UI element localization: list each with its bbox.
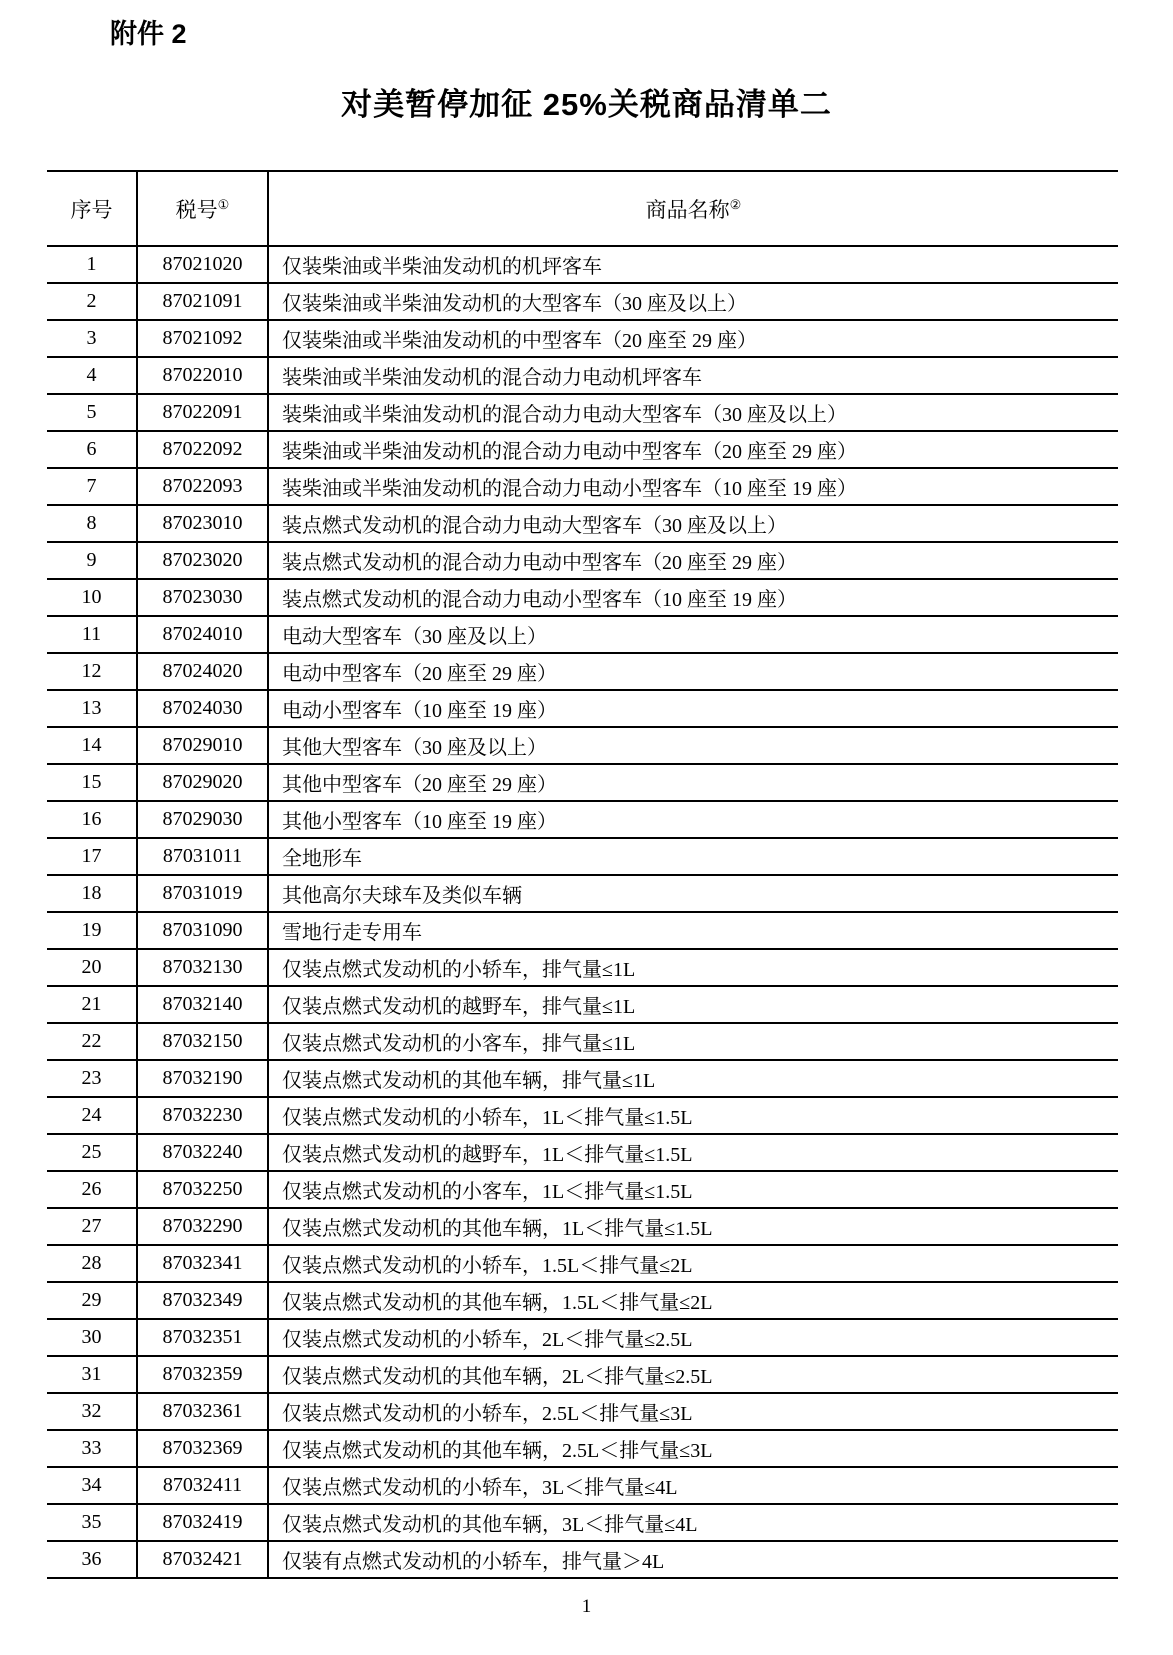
table-row (47, 357, 1118, 394)
tax-code-cell: 87029020 (137, 764, 268, 801)
col-header-tax-code-label: 税号 (175, 197, 218, 222)
product-name-cell: 仅装点燃式发动机的其他车辆，3L＜排气量≤4L (268, 1504, 1118, 1541)
product-name-cell: 装柴油或半柴油发动机的混合动力电动中型客车（20 座至 29 座） (268, 431, 1118, 468)
row-index-cell: 32 (47, 1393, 137, 1430)
table-row (47, 1060, 1118, 1097)
col-header-product-name-label: 商品名称 (645, 197, 730, 222)
table-row (47, 320, 1118, 357)
tax-code-cell: 87021092 (137, 320, 268, 357)
row-index-cell: 28 (47, 1245, 137, 1282)
row-index-cell: 21 (47, 986, 137, 1023)
tariff-table (47, 170, 1118, 1579)
table-row (47, 394, 1118, 431)
product-name-cell: 仅装点燃式发动机的其他车辆，2L＜排气量≤2.5L (268, 1356, 1118, 1393)
product-name-cell: 仅装柴油或半柴油发动机的中型客车（20 座至 29 座） (268, 320, 1118, 357)
col-header-product-name (268, 171, 1118, 246)
row-index-cell: 6 (47, 431, 137, 468)
product-name-cell: 仅装有点燃式发动机的小轿车，排气量＞4L (268, 1541, 1118, 1578)
tax-code-cell: 87023020 (137, 542, 268, 579)
row-index-cell: 5 (47, 394, 137, 431)
product-name-cell: 仅装点燃式发动机的其他车辆，1L＜排气量≤1.5L (268, 1208, 1118, 1245)
product-name-cell: 仅装点燃式发动机的越野车，1L＜排气量≤1.5L (268, 1134, 1118, 1171)
table-row (47, 949, 1118, 986)
tax-code-cell: 87029030 (137, 801, 268, 838)
tax-code-cell: 87022092 (137, 431, 268, 468)
tax-code-cell: 87022010 (137, 357, 268, 394)
table-row (47, 986, 1118, 1023)
product-name-cell: 仅装点燃式发动机的小轿车，排气量≤1L (268, 949, 1118, 986)
table-header-row (47, 171, 1118, 246)
product-name-cell: 仅装点燃式发动机的小轿车，1L＜排气量≤1.5L (268, 1097, 1118, 1134)
table-row (47, 1356, 1118, 1393)
tax-code-cell: 87032351 (137, 1319, 268, 1356)
table-row (47, 542, 1118, 579)
product-name-cell: 仅装点燃式发动机的小轿车，2L＜排气量≤2.5L (268, 1319, 1118, 1356)
product-name-cell: 仅装点燃式发动机的小轿车，2.5L＜排气量≤3L (268, 1393, 1118, 1430)
table-row (47, 690, 1118, 727)
table-row (47, 505, 1118, 542)
row-index-cell: 4 (47, 357, 137, 394)
table-row (47, 838, 1118, 875)
row-index-cell: 25 (47, 1134, 137, 1171)
col-header-index-label: 序号 (70, 197, 113, 222)
row-index-cell: 16 (47, 801, 137, 838)
product-name-cell: 仅装点燃式发动机的越野车，排气量≤1L (268, 986, 1118, 1023)
tax-code-cell: 87032349 (137, 1282, 268, 1319)
product-name-cell: 装点燃式发动机的混合动力电动小型客车（10 座至 19 座） (268, 579, 1118, 616)
page-number: 1 (581, 1596, 592, 1617)
table-row (47, 1504, 1118, 1541)
tax-code-cell: 87029010 (137, 727, 268, 764)
tax-code-cell: 87021020 (137, 246, 268, 283)
row-index-cell: 8 (47, 505, 137, 542)
table-row (47, 283, 1118, 320)
row-index-cell: 13 (47, 690, 137, 727)
product-name-cell: 装柴油或半柴油发动机的混合动力电动大型客车（30 座及以上） (268, 394, 1118, 431)
row-index-cell: 9 (47, 542, 137, 579)
tax-code-cell: 87032130 (137, 949, 268, 986)
tax-code-cell: 87032250 (137, 1171, 268, 1208)
table-row (47, 1319, 1118, 1356)
product-name-cell: 雪地行走专用车 (268, 912, 1118, 949)
tax-code-cell: 87032190 (137, 1060, 268, 1097)
tax-code-cell: 87032361 (137, 1393, 268, 1430)
product-name-cell: 装点燃式发动机的混合动力电动中型客车（20 座至 29 座） (268, 542, 1118, 579)
row-index-cell: 19 (47, 912, 137, 949)
product-name-cell: 仅装点燃式发动机的小客车，排气量≤1L (268, 1023, 1118, 1060)
product-name-cell: 仅装点燃式发动机的其他车辆，排气量≤1L (268, 1060, 1118, 1097)
row-index-cell: 23 (47, 1060, 137, 1097)
table-row (47, 1430, 1118, 1467)
tax-code-cell: 87032419 (137, 1504, 268, 1541)
tax-code-cell: 87023010 (137, 505, 268, 542)
tax-code-cell: 87024030 (137, 690, 268, 727)
table-row (47, 1245, 1118, 1282)
tax-code-cell: 87032290 (137, 1208, 268, 1245)
row-index-cell: 1 (47, 246, 137, 283)
table-row (47, 616, 1118, 653)
tax-code-cell: 87031019 (137, 875, 268, 912)
product-name-cell: 仅装点燃式发动机的小轿车，1.5L＜排气量≤2L (268, 1245, 1118, 1282)
product-name-cell: 其他高尔夫球车及类似车辆 (268, 875, 1118, 912)
tax-code-cell: 87024010 (137, 616, 268, 653)
table-row (47, 1171, 1118, 1208)
table-row (47, 1467, 1118, 1504)
product-name-cell: 仅装点燃式发动机的其他车辆，1.5L＜排气量≤2L (268, 1282, 1118, 1319)
product-name-cell: 装柴油或半柴油发动机的混合动力电动机坪客车 (268, 357, 1118, 394)
row-index-cell: 2 (47, 283, 137, 320)
row-index-cell: 34 (47, 1467, 137, 1504)
row-index-cell: 12 (47, 653, 137, 690)
table-row (47, 431, 1118, 468)
product-name-cell: 电动小型客车（10 座至 19 座） (268, 690, 1118, 727)
row-index-cell: 22 (47, 1023, 137, 1060)
row-index-cell: 29 (47, 1282, 137, 1319)
tax-code-cell: 87032240 (137, 1134, 268, 1171)
row-index-cell: 10 (47, 579, 137, 616)
table-row (47, 1097, 1118, 1134)
col-header-index (47, 171, 137, 246)
tax-code-cell: 87032341 (137, 1245, 268, 1282)
row-index-cell: 30 (47, 1319, 137, 1356)
tax-code-cell: 87032411 (137, 1467, 268, 1504)
tax-code-footnote-mark: ① (217, 196, 230, 212)
product-name-cell: 全地形车 (268, 838, 1118, 875)
tax-code-cell: 87032421 (137, 1541, 268, 1578)
row-index-cell: 20 (47, 949, 137, 986)
tax-code-cell: 87023030 (137, 579, 268, 616)
product-name-cell: 仅装点燃式发动机的其他车辆，2.5L＜排气量≤3L (268, 1430, 1118, 1467)
tax-code-cell: 87032359 (137, 1356, 268, 1393)
row-index-cell: 27 (47, 1208, 137, 1245)
product-name-cell: 仅装柴油或半柴油发动机的机坪客车 (268, 246, 1118, 283)
row-index-cell: 18 (47, 875, 137, 912)
tax-code-cell: 87031090 (137, 912, 268, 949)
table-row (47, 1393, 1118, 1430)
table-row (47, 1282, 1118, 1319)
table-body (47, 246, 1118, 1578)
product-name-cell: 电动中型客车（20 座至 29 座） (268, 653, 1118, 690)
product-name-cell: 仅装点燃式发动机的小轿车，3L＜排气量≤4L (268, 1467, 1118, 1504)
product-name-cell: 其他中型客车（20 座至 29 座） (268, 764, 1118, 801)
row-index-cell: 24 (47, 1097, 137, 1134)
row-index-cell: 3 (47, 320, 137, 357)
row-index-cell: 14 (47, 727, 137, 764)
tax-code-cell: 87021091 (137, 283, 268, 320)
table-row (47, 1134, 1118, 1171)
row-index-cell: 33 (47, 1430, 137, 1467)
product-name-cell: 装点燃式发动机的混合动力电动大型客车（30 座及以上） (268, 505, 1118, 542)
table-row (47, 801, 1118, 838)
product-name-cell: 装柴油或半柴油发动机的混合动力电动小型客车（10 座至 19 座） (268, 468, 1118, 505)
table-row (47, 875, 1118, 912)
row-index-cell: 11 (47, 616, 137, 653)
table-row (47, 246, 1118, 283)
row-index-cell: 7 (47, 468, 137, 505)
product-name-cell: 电动大型客车（30 座及以上） (268, 616, 1118, 653)
table-row (47, 653, 1118, 690)
table-row (47, 764, 1118, 801)
table-row (47, 468, 1118, 505)
tax-code-cell: 87032150 (137, 1023, 268, 1060)
product-name-cell: 仅装点燃式发动机的小客车，1L＜排气量≤1.5L (268, 1171, 1118, 1208)
table-row (47, 1208, 1118, 1245)
tax-code-cell: 87024020 (137, 653, 268, 690)
product-name-cell: 其他小型客车（10 座至 19 座） (268, 801, 1118, 838)
product-name-cell: 仅装柴油或半柴油发动机的大型客车（30 座及以上） (268, 283, 1118, 320)
row-index-cell: 17 (47, 838, 137, 875)
tax-code-cell: 87022091 (137, 394, 268, 431)
table-row (47, 727, 1118, 764)
tax-code-cell: 87031011 (137, 838, 268, 875)
table-row (47, 1541, 1118, 1578)
col-header-tax-code (137, 171, 268, 246)
product-name-footnote-mark: ② (729, 196, 742, 212)
tax-code-cell: 87022093 (137, 468, 268, 505)
row-index-cell: 26 (47, 1171, 137, 1208)
table-row (47, 1023, 1118, 1060)
tax-code-cell: 87032230 (137, 1097, 268, 1134)
table-row (47, 912, 1118, 949)
attachment-label: 附件 2 (110, 19, 187, 49)
product-name-cell: 其他大型客车（30 座及以上） (268, 727, 1118, 764)
row-index-cell: 35 (47, 1504, 137, 1541)
table-row (47, 579, 1118, 616)
row-index-cell: 31 (47, 1356, 137, 1393)
tax-code-cell: 87032369 (137, 1430, 268, 1467)
tax-code-cell: 87032140 (137, 986, 268, 1023)
row-index-cell: 36 (47, 1541, 137, 1578)
document-title: 对美暂停加征 25%关税商品清单二 (341, 87, 832, 122)
row-index-cell: 15 (47, 764, 137, 801)
